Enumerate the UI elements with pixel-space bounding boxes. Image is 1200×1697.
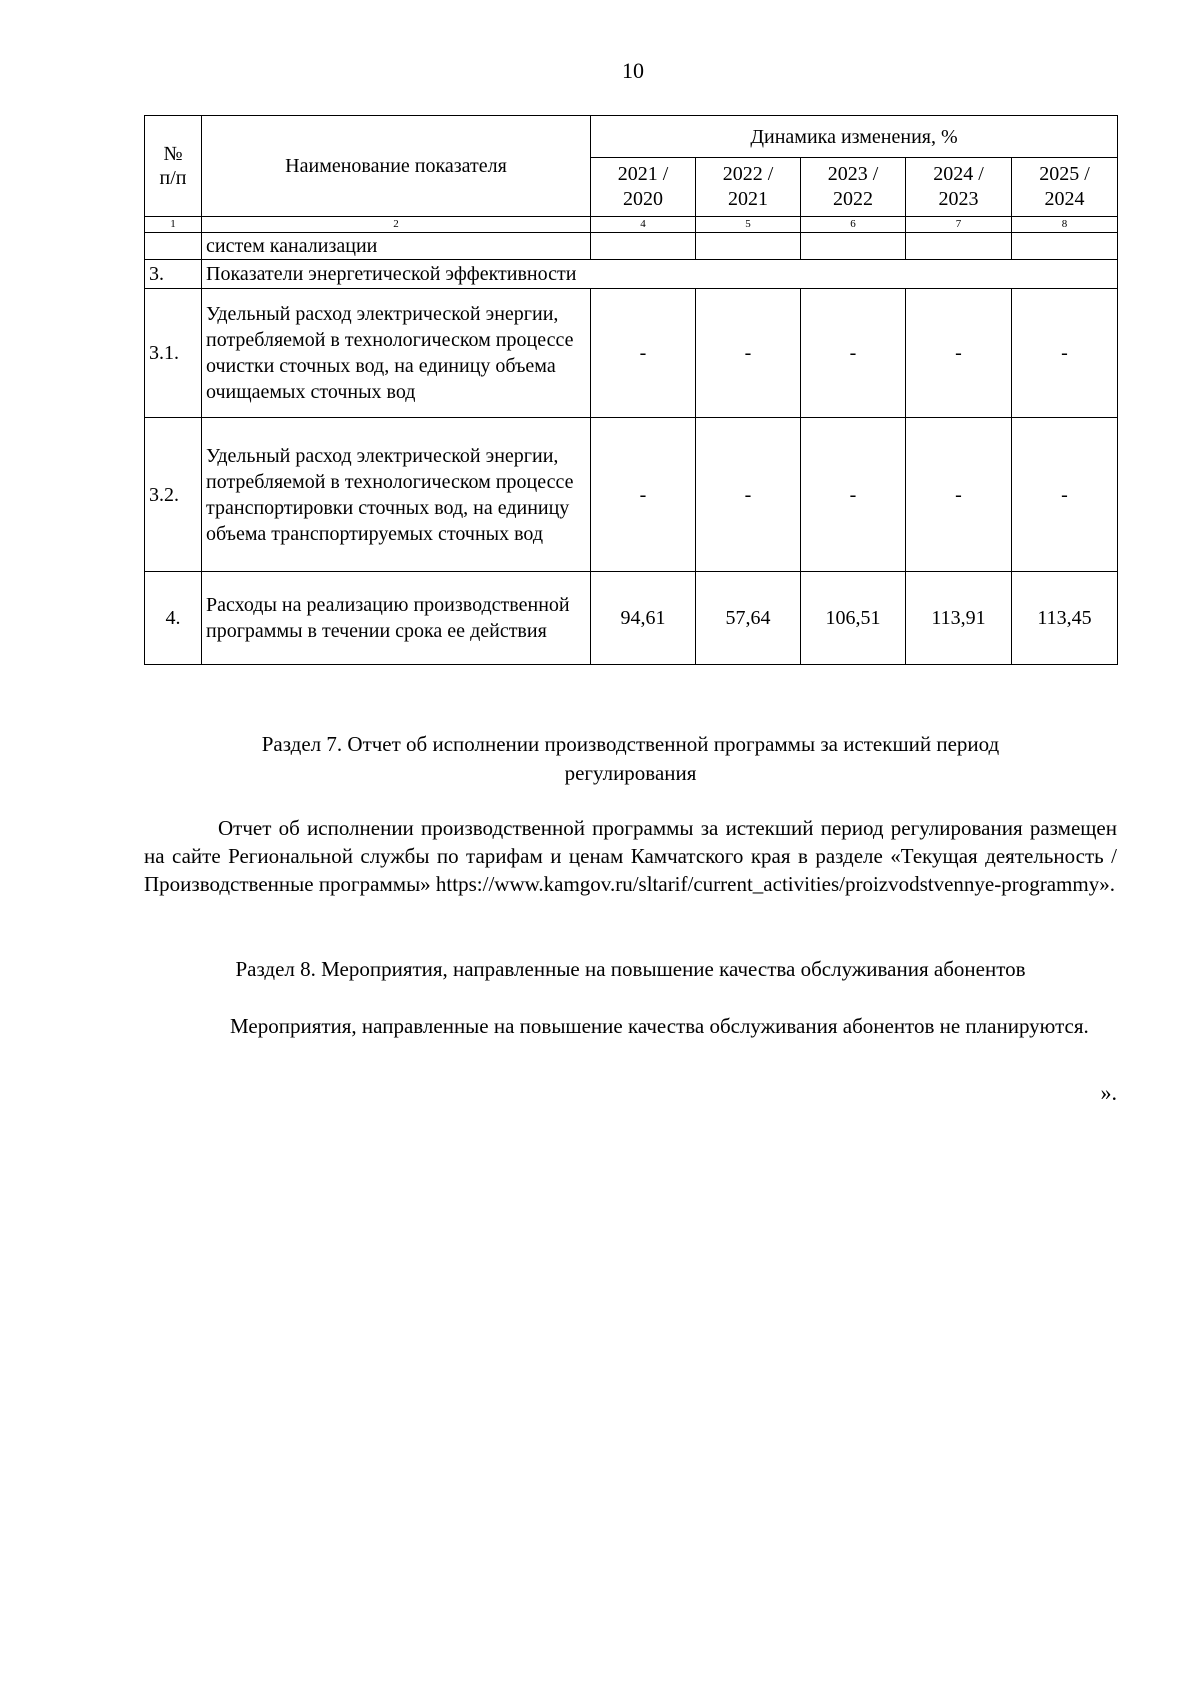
table-row bbox=[145, 572, 1118, 665]
row-value: 113,45 bbox=[1012, 572, 1118, 665]
row-number bbox=[145, 233, 202, 260]
row-value: - bbox=[801, 289, 906, 418]
row-value bbox=[1012, 233, 1118, 260]
col-header-year: 2022 / 2021 bbox=[696, 158, 801, 217]
column-number: 8 bbox=[1012, 217, 1118, 233]
column-number: 2 bbox=[202, 217, 591, 233]
col-header-year: 2025 / 2024 bbox=[1012, 158, 1118, 217]
col-header-year: 2021 / 2020 bbox=[591, 158, 696, 217]
row-value: - bbox=[696, 418, 801, 572]
row-value: - bbox=[1012, 289, 1118, 418]
row-value: 113,91 bbox=[906, 572, 1012, 665]
row-value bbox=[906, 233, 1012, 260]
col-header-year: 2023 / 2022 bbox=[801, 158, 906, 217]
row-value bbox=[696, 233, 801, 260]
row-value: - bbox=[696, 289, 801, 418]
closing-quote-mark: ». bbox=[1100, 1080, 1117, 1105]
table-row bbox=[145, 233, 1118, 260]
section-name: Показатели энергетической эффективности bbox=[202, 260, 1118, 289]
column-number: 7 bbox=[906, 217, 1012, 233]
row-value: - bbox=[1012, 418, 1118, 572]
indicators-table bbox=[144, 115, 1118, 665]
row-value: - bbox=[906, 418, 1012, 572]
row-value: - bbox=[801, 418, 906, 572]
row-number: 3.2. bbox=[145, 418, 202, 572]
row-value: 57,64 bbox=[696, 572, 801, 665]
col-header-name: Наименование показателя bbox=[202, 116, 591, 217]
row-number: 3. bbox=[145, 260, 202, 289]
row-name: Расходы на реализацию производственной программы в течении срока ее действия bbox=[202, 572, 591, 665]
col-header-dynamics: Динамика изменения, % bbox=[591, 116, 1118, 158]
section-8-title: Раздел 8. Мероприятия, направленные на повышение качества обслуживания абонентов bbox=[235, 957, 1026, 981]
row-number: 3.1. bbox=[145, 289, 202, 418]
table-section-row bbox=[145, 260, 1118, 289]
row-value: - bbox=[591, 418, 696, 572]
table-row bbox=[145, 418, 1118, 572]
row-value: 106,51 bbox=[801, 572, 906, 665]
column-number: 4 bbox=[591, 217, 696, 233]
table-header-row bbox=[145, 116, 1118, 158]
column-number: 5 bbox=[696, 217, 801, 233]
section-8-text: Мероприятия, направленные на повышение качества обслуживания абонентов не планируются. bbox=[230, 1014, 1089, 1038]
row-number: 4. bbox=[145, 572, 202, 665]
column-number: 1 bbox=[145, 217, 202, 233]
row-name: Удельный расход электрической энергии, потребляемой в технологическом процессе транспортировки сточных вод, на единицу объема транспортируемых сточных вод bbox=[202, 418, 591, 572]
col-header-num: № п/п bbox=[145, 116, 202, 217]
column-numbers-row bbox=[145, 217, 1118, 233]
row-name: Удельный расход электрической энергии, потребляемой в технологическом процессе очистки сточных вод, на единицу объема очищаемых сточных вод bbox=[202, 289, 591, 418]
page-number: 10 bbox=[622, 58, 644, 83]
section-7-title: Раздел 7. Отчет об исполнении производственной программы за истекший период регулирования bbox=[261, 732, 1000, 785]
row-value: - bbox=[906, 289, 1012, 418]
row-value: - bbox=[591, 289, 696, 418]
row-value: 94,61 bbox=[591, 572, 696, 665]
row-value bbox=[591, 233, 696, 260]
row-value bbox=[801, 233, 906, 260]
row-name: систем канализации bbox=[202, 233, 591, 260]
table-row bbox=[145, 289, 1118, 418]
section-7-text: Отчет об исполнении производственной программы за истекший период регулирования размещен на сайте Региональной службы по тарифам и ценам Камчатского края в разделе «Текущая деятельность / Производственные программы» https://www.kamgov.ru/sltarif/current_activities/proizvodstvennye-programmy». bbox=[144, 816, 1117, 896]
col-header-year: 2024 / 2023 bbox=[906, 158, 1012, 217]
column-number: 6 bbox=[801, 217, 906, 233]
